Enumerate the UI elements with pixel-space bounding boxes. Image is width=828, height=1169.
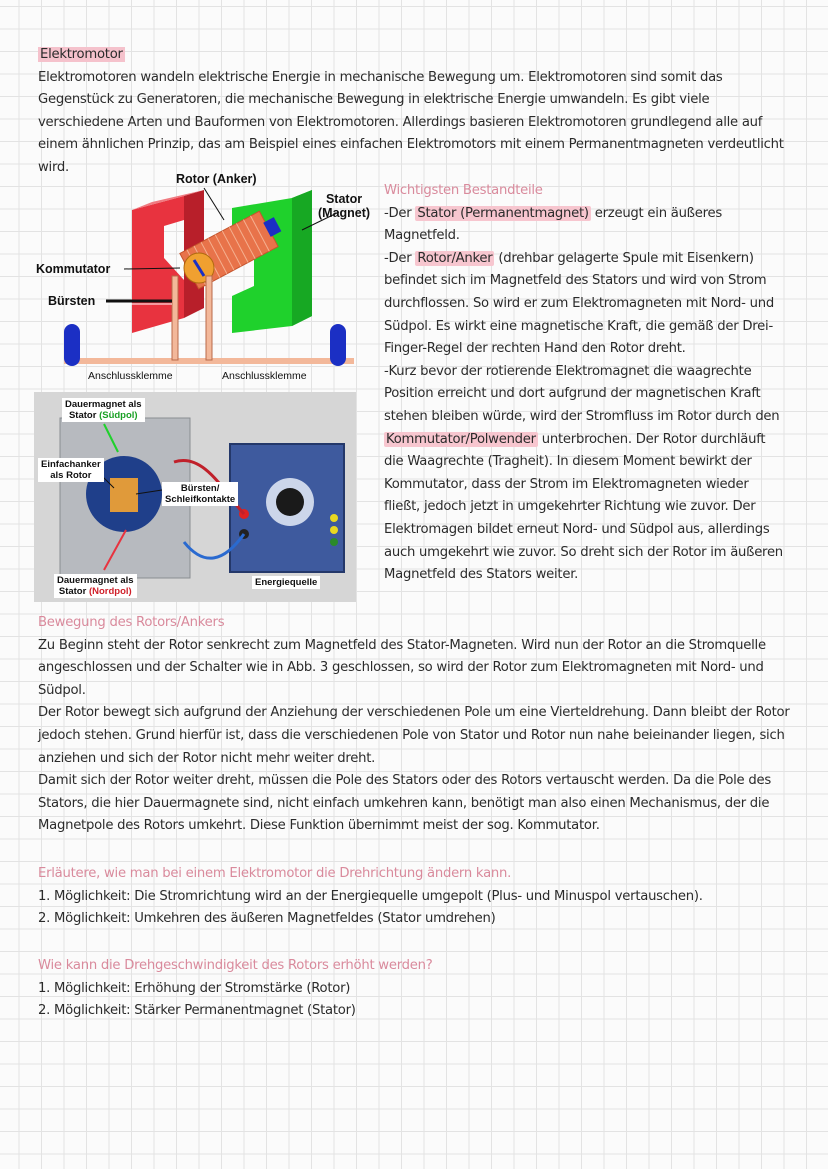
speed-answer-1: 1. Möglichkeit: Erhöhung der Stromstärke (Rotor) <box>38 980 351 996</box>
movement-p1: Zu Beginn steht der Rotor senkrecht zum Magnetfeld des Stator-Magneten. Wird nun der Rotor an die Stromquelle angeschlossen und der Schalter wie in Abb. 3 geschlossen, so wird der Rotor zum Elektromagneten mit Nord- und Südpol. <box>38 637 766 698</box>
components-heading: Wichtigsten Bestandteile <box>384 183 543 198</box>
movement-p3: Damit sich der Rotor weiter dreht, müssen die Pole des Stators oder des Rotors vertauscht werden. Da die Pole des Stators, die hier Dauermagnete sind, nicht einfach umkehren kann, benötigt man also einen Mechanismus, der die Magnetpole des Rotors umkehrt. Diese Funktion übernimmt meist der sog. Kommutator. <box>38 773 771 834</box>
power-knob <box>276 488 304 516</box>
speed-section <box>38 955 790 1023</box>
terminal-post-right <box>330 324 346 366</box>
photo-label-south: Dauermagnet als Stator (Südpol) <box>62 398 145 422</box>
direction-section <box>38 863 790 931</box>
photo-label-brush: Bürsten/ Schleifkontakte <box>162 482 238 506</box>
photo-label-rotor: Einfachanker als Rotor <box>38 458 104 482</box>
speed-answer-2: 2. Möglichkeit: Stärker Permanentmagnet (Stator) <box>38 1003 356 1019</box>
components-p1: -Der Stator (Permanentmagnet) erzeugt ein äußeres Magnetfeld. <box>384 205 722 244</box>
speed-question: Wie kann die Drehgeschwindigkeit des Rotors erhöht werden? <box>38 958 433 973</box>
direction-answer-1: 1. Möglichkeit: Die Stromrichtung wird an der Energiequelle umgepolt (Plus- und Minuspol vertauschen). <box>38 888 703 904</box>
brush-right <box>206 276 212 360</box>
label-klemme-left: Anschlussklemme <box>88 370 173 382</box>
intro-title: Elektromotor <box>40 47 123 62</box>
movement-p2: Der Rotor bewegt sich aufgrund der Anziehung der verschiedenen Pole um eine Vierteldrehung. Dann bleibt der Rotor jedoch stehen. Grund hierfür ist, dass die verschiedenen Pole von Stator und Rotor nun nahe beieinander liegen, sich anziehen und sich der Rotor nicht mehr weiter dreht. <box>38 705 790 766</box>
components-p2: -Der Rotor/Anker (drehbar gelagerte Spule mit Eisenkern) befindet sich im Magnetfeld des Stators und wird von Strom durchflossen. So wird er zum Elektromagneten mit Nord- und Südpol. Es wirkt eine magnetische Kraft, die gemäß der Drei-Finger-Regel der rechten Hand den Rotor dreht. <box>384 250 774 357</box>
movement-section <box>38 612 790 838</box>
direction-question: Erläutere, wie man bei einem Elektromotor die Drehrichtung ändern kann. <box>38 866 512 881</box>
label-rotor: Rotor (Anker) <box>176 172 257 186</box>
brush-left <box>172 276 178 360</box>
label-klemme-right: Anschlussklemme <box>222 370 307 382</box>
components-p3: -Kurz bevor der rotierende Elektromagnet die waagrechte Position erreicht und dort aufgrund der magnetischen Kraft stehen bleiben würde, wird der Stromfluss im Rotor durch den Kommutator/Polwender unterbrochen. Der Rotor durchläuft die Waagrechte (Tragheit). In diesem Moment bewirkt der Kommutator, dass der Strom im Elektromagneten wieder fließt, jedoch jetzt in umgekehrter Richtung wie zuvor. Der Elektromagen bildet erneut Nord- und Südpol aus, allerdings auch umgekehrt wie zuvor. So dreht sich der Rotor im äußeren Magnetfeld des Stators weiter. <box>384 363 783 583</box>
terminal-post-left <box>64 324 80 366</box>
label-buersten: Bürsten <box>48 294 96 308</box>
direction-answer-2: 2. Möglichkeit: Umkehren des äußeren Magnetfeldes (Stator umdrehen) <box>38 911 496 927</box>
intro-text: Elektromotoren wandeln elektrische Energie in mechanische Bewegung um. Elektromotoren sind somit das Gegenstück zu Generatoren, die mechanische Bewegung in elektrische Energie umwandeln. Es gibt viele verschiedene Arten und Bauformen von Elektromotoren. Allerdings basieren Elektromotoren grundlegend alle auf einem ähnlichen Prinzip, das am Beispiel eines einfachen Elektromotors mit einem Permanentmagneten verdeutlicht wird. <box>38 69 784 175</box>
photo-label-north: Dauermagnet als Stator (Nordpol) <box>54 574 137 598</box>
label-stator: Stator (Magnet) <box>318 192 371 220</box>
components-section <box>384 180 784 587</box>
motor-diagram <box>34 168 374 388</box>
movement-heading: Bewegung des Rotors/Ankers <box>38 615 225 630</box>
label-kommutator: Kommutator <box>36 262 111 276</box>
motor-photo <box>34 392 356 602</box>
photo-label-power: Energiequelle <box>252 576 320 589</box>
intro-section <box>38 44 790 180</box>
